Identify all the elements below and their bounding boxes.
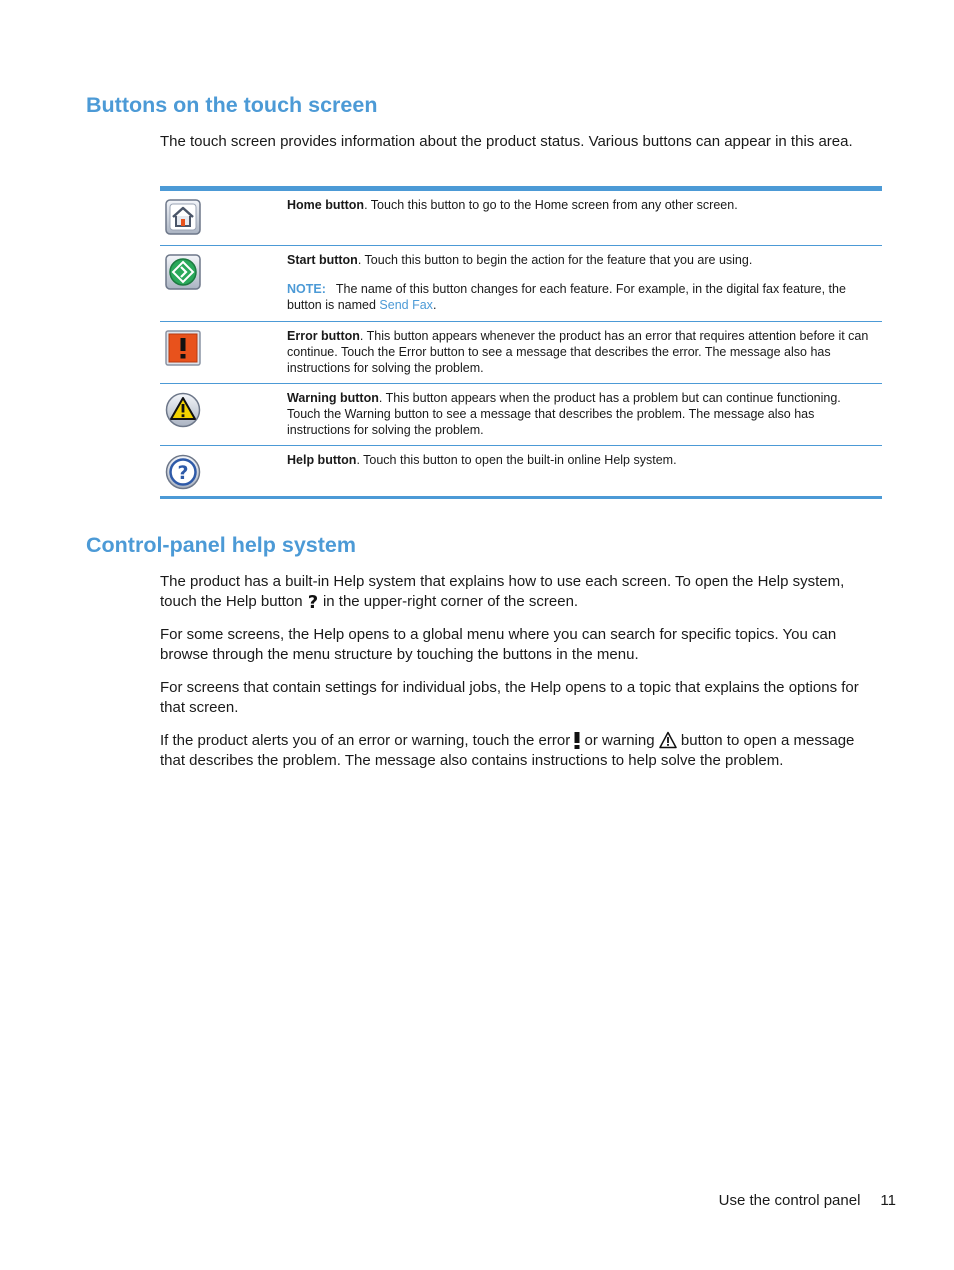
help-icon (165, 454, 201, 490)
button-description: . Touch this button to go to the Home screen from any other screen. (364, 198, 738, 212)
footer-section-name: Use the control panel (718, 1192, 861, 1209)
warning-icon (165, 392, 201, 428)
svg-text:?: ? (307, 591, 319, 610)
warning-triangle-icon (659, 731, 677, 749)
intro-paragraph: The touch screen provides information about the product status. Various buttons can appear in this area. (160, 133, 853, 150)
text-run: button to open a message that describes the problem. The message also contains instructions to help solve the problem. (160, 732, 855, 769)
button-name: Help button (287, 453, 357, 467)
page-footer (719, 1192, 896, 1209)
page-number: 11 (880, 1192, 896, 1209)
svg-text:?: ? (177, 462, 189, 484)
section-title-help: Control-panel help system (86, 533, 356, 557)
home-icon (165, 199, 201, 235)
table-row (160, 246, 882, 322)
start-icon (165, 254, 201, 290)
button-description: . Touch this button to begin the action for the feature that you are using. (357, 253, 753, 267)
note-label: NOTE: (287, 282, 326, 297)
table-row (160, 189, 882, 246)
text-run: If the product alerts you of an error or warning, touch the error (160, 732, 575, 749)
help-paragraph-1 (160, 572, 872, 611)
help-paragraph-3: For screens that contain settings for individual jobs, the Help opens to a topic that explains the options for that screen. (160, 679, 859, 716)
button-name: Home button (287, 198, 365, 212)
button-name: Error button (287, 329, 360, 343)
button-name: Start button (287, 253, 358, 267)
section-title-buttons: Buttons on the touch screen (86, 93, 378, 117)
table-row (160, 322, 882, 384)
send-fax-link[interactable]: Send Fax (379, 298, 433, 313)
help-paragraph-2: For some screens, the Help opens to a global menu where you can search for specific topics. You can browse through the menu structure by touching the buttons in the menu. (160, 626, 837, 663)
table-row (160, 384, 882, 446)
help-question-icon (307, 592, 319, 610)
buttons-table (160, 186, 882, 499)
text-run: or warning (580, 732, 659, 749)
text-run: in the upper-right corner of the screen. (318, 592, 579, 610)
note-text: The name of this button changes for each feature. For example, in the digital fax feature, the button is named (287, 282, 846, 313)
help-paragraph-4 (160, 731, 872, 770)
note (287, 281, 876, 313)
note-end: . (432, 298, 437, 313)
button-description: . This button appears whenever the product has an error that requires attention before it can continue. Touch the Error button to see a message that describes the error. The message also has instructions for solving the problem. (287, 329, 869, 376)
button-name: Warning button (287, 391, 379, 405)
button-description: . This button appears when the product has a problem but can continue functioning. Touch the Warning button to see a message that describes the problem. The message also has instructions for solving the problem. (287, 391, 841, 438)
table-row (160, 446, 882, 498)
button-description: . Touch this button to open the built-in online Help system. (356, 453, 677, 467)
error-icon (165, 330, 201, 366)
text-run: The product has a built-in Help system that explains how to use each screen. To open the Help system, touch the Help button (160, 573, 845, 610)
